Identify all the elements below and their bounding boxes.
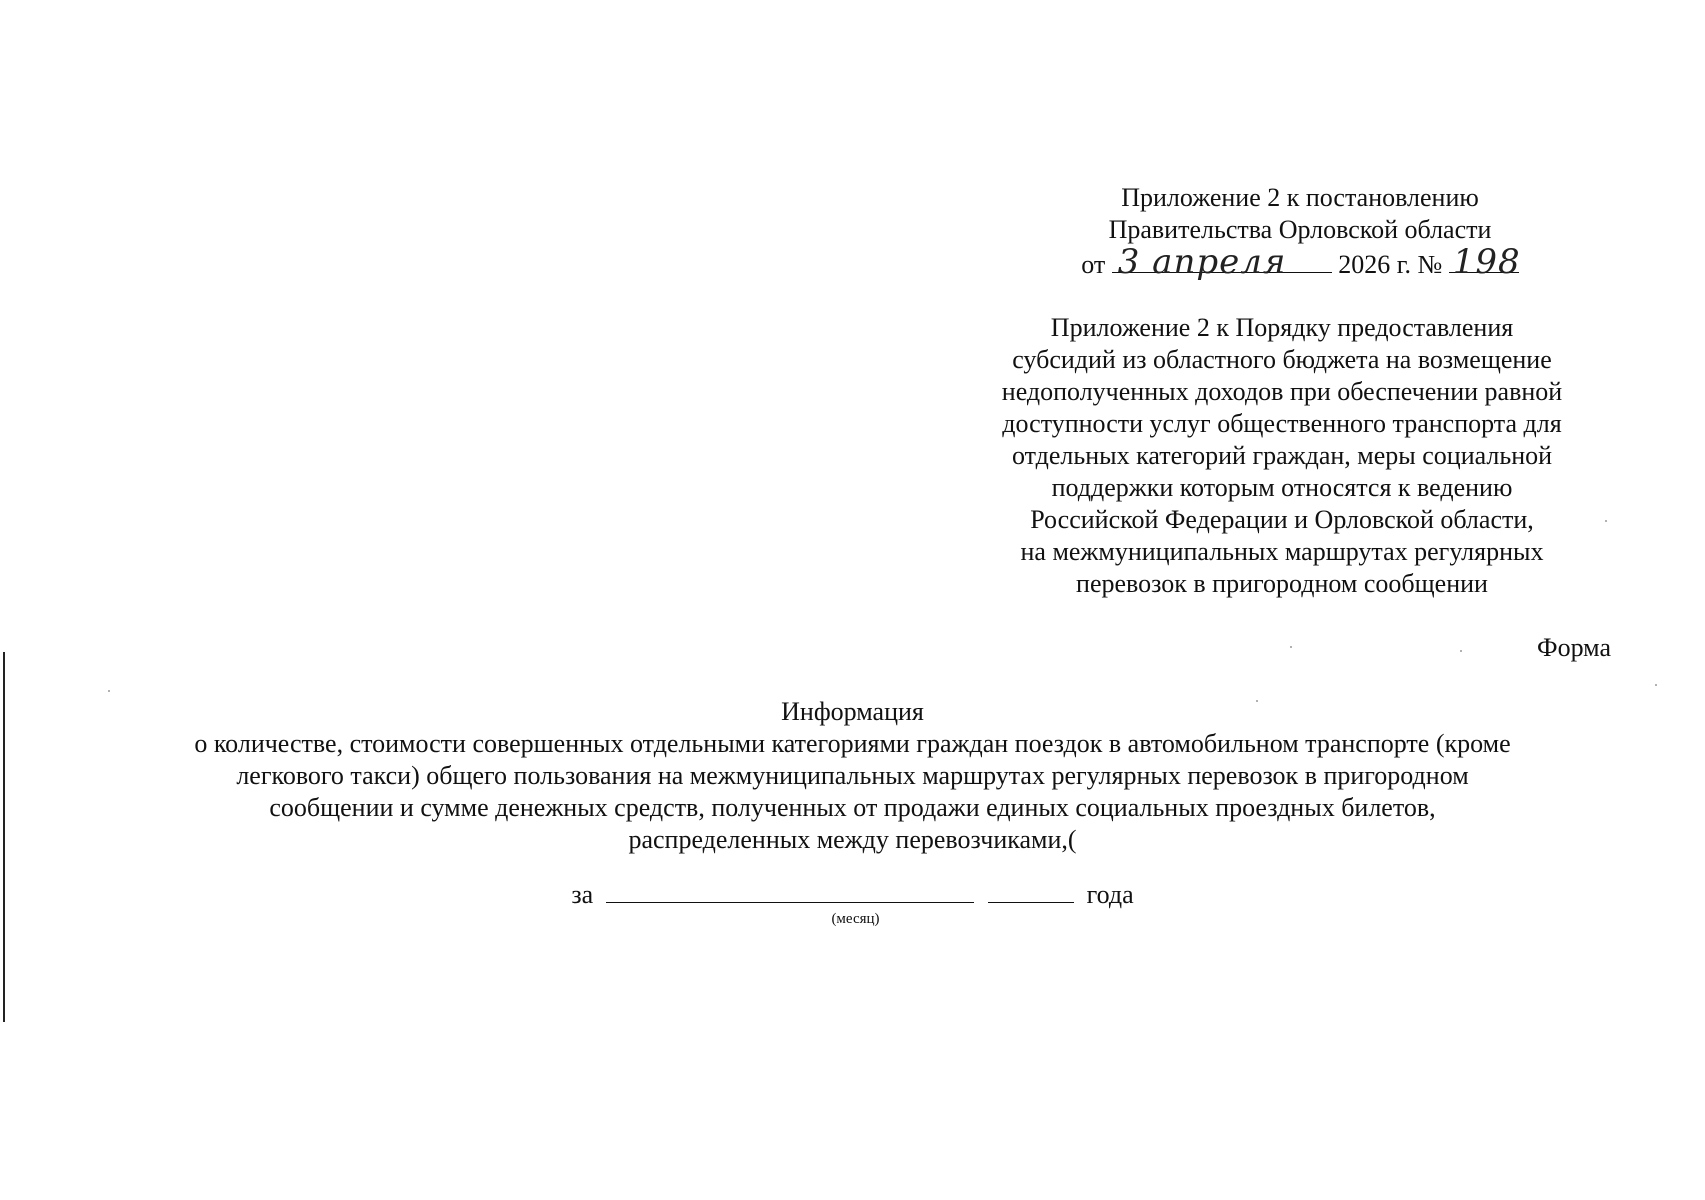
- scan-speck: [1256, 700, 1258, 702]
- period-suffix: года: [1086, 880, 1134, 909]
- scan-speck: [1460, 650, 1462, 652]
- month-caption: (месяц): [831, 911, 880, 927]
- period-row: [0, 878, 1705, 911]
- info-line: о количестве, стоимости совершенных отдельными категориями граждан поездок в автомобильном транспорте (кроме: [194, 729, 1511, 758]
- appendix-resolution-line2: Правительства Орловской области: [1108, 215, 1492, 244]
- info-line: сообщении и сумме денежных средств, полученных от продажи единых социальных проездных билетов,: [269, 793, 1436, 822]
- appendix-order-line: Приложение 2 к Порядку предоставления: [1050, 313, 1514, 342]
- year-fill-line[interactable]: [988, 878, 1074, 903]
- handwritten-number: 198: [1452, 242, 1521, 282]
- scan-speck: [1290, 646, 1292, 648]
- appendix-resolution-line1: Приложение 2 к постановлению: [1121, 183, 1479, 212]
- period-prefix: за: [571, 880, 594, 909]
- appendix-order-line: отдельных категорий граждан, меры социальной: [1011, 441, 1553, 470]
- appendix-order-line: поддержки которым относятся к ведению: [1051, 473, 1513, 502]
- appendix-order-line: субсидий из областного бюджета на возмещение: [1012, 345, 1552, 374]
- info-title: Информация: [781, 697, 924, 726]
- scan-speck: [1655, 684, 1657, 686]
- appendix-order-header: [972, 312, 1592, 600]
- appendix-order-line: на межмуниципальных маршрутах регулярных: [1020, 537, 1544, 566]
- appendix-order-line: недополученных доходов при обеспечении равной: [1001, 377, 1563, 406]
- form-label: Форма: [1537, 633, 1611, 662]
- appendix-order-line: перевозок в пригородном сообщении: [1076, 569, 1488, 598]
- appendix-resolution-header: [980, 182, 1620, 281]
- handwritten-date: 3 апреля: [1117, 242, 1287, 282]
- number-fill-line: [1449, 242, 1521, 282]
- scan-speck: [108, 690, 110, 692]
- appendix-order-line: доступности услуг общественного транспорта для: [1002, 409, 1562, 438]
- info-description: [110, 728, 1595, 856]
- resolution-date-line: [1081, 242, 1521, 282]
- appendix-order-line: Российской Федерации и Орловской области,: [1030, 505, 1534, 534]
- info-line: распределенных между перевозчиками,(: [628, 825, 1077, 854]
- month-fill-line[interactable]: [606, 878, 974, 903]
- year-text: 2026 г. №: [1338, 250, 1443, 279]
- date-fill-line: [1112, 242, 1332, 282]
- date-prefix: от: [1081, 250, 1106, 279]
- scan-speck: [1605, 520, 1607, 522]
- info-line: легкового такси) общего пользования на межмуниципальных маршрутах регулярных перевозок в пригородном: [236, 761, 1469, 790]
